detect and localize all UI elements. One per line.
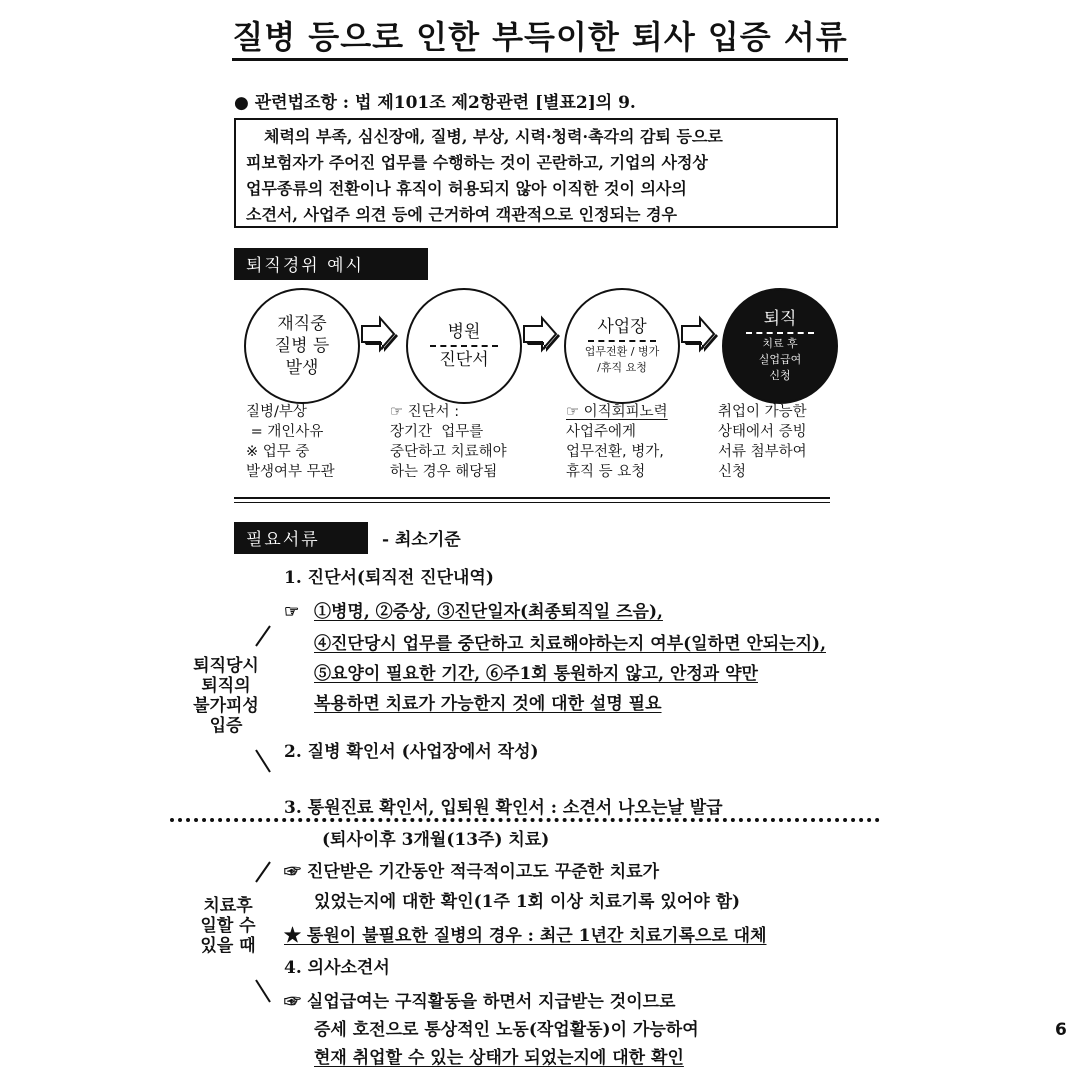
- caption-step1: [246, 402, 335, 482]
- step-text: 실업급여: [758, 353, 802, 366]
- step-text: 신청: [769, 369, 791, 382]
- right-arrow-icon: [358, 314, 400, 354]
- caption-line: 서류 첨부하여: [718, 444, 807, 460]
- caption-line: 취업이 가능한: [718, 404, 807, 420]
- step-text: 재직중: [277, 314, 327, 334]
- docs-subheading: - 최소기준: [382, 530, 461, 550]
- caption-line: 사업주에게: [566, 424, 637, 440]
- caption-line: 상태에서 증빙: [718, 424, 807, 440]
- divider: [234, 497, 830, 499]
- step-text: 질병 등: [274, 336, 330, 356]
- right-arrow-icon: [678, 314, 720, 354]
- doc-item-1-detail: 복용하면 치료가 가능한지 것에 대한 설명 필요: [314, 694, 662, 714]
- doc-item-1-detail: ④진단당시 업무를 중단하고 치료해야하는지 여부(일하면 안되는지),: [314, 634, 826, 654]
- side-label-line: 일할 수: [200, 916, 256, 936]
- doc-item-3-sub: (퇴사이후 3개월(13주) 치료): [322, 830, 550, 850]
- caption-line: 업무전환, 병가,: [566, 444, 664, 460]
- doc-item-4-note: ☞ 실업급여는 구직활동을 하면서 지급받는 것이므로: [284, 992, 676, 1012]
- side-label-line: 입증: [209, 716, 243, 736]
- doc-item-2: 2. 질병 확인서 (사업장에서 작성): [284, 742, 539, 762]
- law-line: 업무종류의 전환이나 휴직이 허용되지 않아 이직한 것이 의사의: [246, 179, 687, 198]
- doc-item-4-note: 증세 호전으로 통상적인 노동(작업활동)이 가능하여: [314, 1020, 699, 1040]
- side-label-line: 치료후: [203, 896, 253, 916]
- divider: [588, 340, 656, 342]
- doc-item-4: 4. 의사소견서: [284, 958, 390, 978]
- law-text-box: [234, 118, 838, 228]
- step-text: 사업장: [597, 317, 647, 337]
- side-label-line: 퇴직의: [201, 676, 251, 696]
- doc-item-1-detail: ①병명, ②증상, ③진단일자(최종퇴직일 즈음),: [314, 602, 663, 622]
- flow-step-hospital: [406, 288, 522, 404]
- caption-step3: [566, 402, 668, 482]
- doc-item-3: 3. 통원진료 확인서, 입퇴원 확인서 : 소견서 나오는날 발급: [284, 798, 723, 818]
- pointer-icon: ☞: [284, 602, 300, 622]
- caption-line: ☞ 진단서 :: [390, 404, 460, 420]
- caption-step4: [718, 402, 807, 482]
- doc-item-3-note: 있었는지에 대한 확인(1주 1회 이상 치료기록 있어야 함): [314, 892, 741, 912]
- caption-line: 신청: [718, 464, 747, 480]
- doc-item-4-note: 현재 취업할 수 있는 상태가 되었는지에 대한 확인: [314, 1048, 684, 1068]
- divider: [746, 332, 814, 334]
- caption-line: 질병/부상: [246, 404, 307, 420]
- caption-line: 휴직 등 요청: [566, 464, 646, 480]
- step-text: 퇴직: [763, 309, 797, 329]
- law-reference: ● 관련법조항 : 법 제101조 제2항관련 [별표2]의 9.: [234, 93, 636, 113]
- step-text: 업무전환 / 병가: [584, 345, 660, 358]
- side-label-line: 있을 때: [200, 936, 256, 956]
- divider: [234, 502, 830, 503]
- side-label-line: 퇴직당시: [193, 656, 259, 676]
- star-note: ★ 통원이 불필요한 질병의 경우 : 최근 1년간 치료기록으로 대체: [284, 926, 767, 946]
- page-number: 6: [1055, 1020, 1067, 1040]
- step-text: 병원: [447, 322, 481, 342]
- step-text: /휴직 요청: [597, 361, 647, 374]
- caption-line: ☞ 이직회피노력: [566, 404, 668, 420]
- flow-step-workplace: [564, 288, 680, 404]
- flow-heading: 퇴직경위 예시: [234, 248, 428, 280]
- step-text: 치료 후: [762, 337, 798, 350]
- divider: [430, 345, 498, 347]
- flow-step-employed: [244, 288, 360, 404]
- law-line: 체력의 부족, 심신장애, 질병, 부상, 시력·청력·촉각의 감퇴 등으로: [264, 127, 723, 146]
- step-text: 발생: [285, 358, 319, 378]
- right-arrow-icon: [520, 314, 562, 354]
- doc-item-1: 1. 진단서(퇴직전 진단내역): [284, 568, 494, 588]
- step-text: 진단서: [439, 350, 489, 370]
- doc-item-1-detail: ⑤요양이 필요한 기간, ⑥주1회 통원하지 않고, 안정과 약만: [314, 664, 758, 684]
- caption-line: ※ 업무 중: [246, 444, 310, 460]
- side-label-line: 불가피성: [193, 696, 259, 716]
- caption-line: 발생여부 무관: [246, 464, 335, 480]
- caption-line: 하는 경우 해당됨: [390, 464, 498, 480]
- caption-line: 중단하고 치료해야: [390, 444, 507, 460]
- page-title: 질병 등으로 인한 부득이한 퇴사 입증 서류: [0, 12, 1080, 58]
- caption-step2: [390, 402, 507, 482]
- doc-item-3-note: ☞ 진단받은 기간동안 적극적이고도 꾸준한 치료가: [284, 862, 660, 882]
- side-label-after-treatment: [190, 896, 266, 956]
- docs-heading: 필요서류: [234, 522, 368, 554]
- caption-line: = 개인사유: [246, 424, 324, 440]
- law-line: 소견서, 사업주 의견 등에 근거하여 객관적으로 인정되는 경우: [246, 205, 677, 224]
- side-label-retirement-proof: [186, 656, 266, 736]
- caption-line: 장기간 업무를: [390, 424, 484, 440]
- law-line: 피보험자가 주어진 업무를 수행하는 것이 곤란하고, 기업의 사정상: [246, 153, 708, 172]
- flow-step-retirement: [722, 288, 838, 404]
